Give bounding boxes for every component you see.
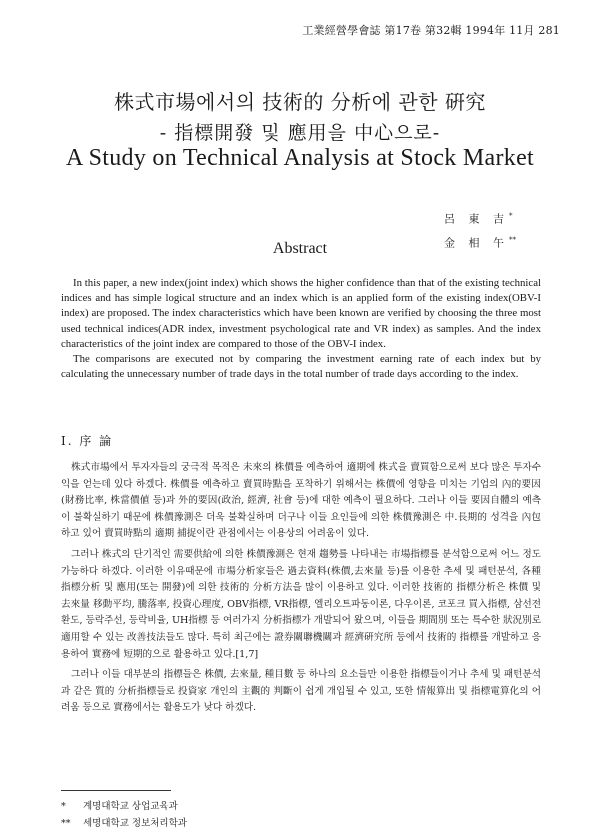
footnote-mark: ** xyxy=(61,818,71,829)
footnotes xyxy=(61,798,187,832)
abstract-paragraph: In this paper, a new index(joint index) which shows the higher confidence than that of the existing technical indices and has simple logical structure and an index which is an applied form of the existing index(OBV-I index) are proposed. The index characteristics which have been known are verified by choosing the three most used technical indices(ADR index, investment psychological rate and VR index) as samples. And the index characteristics of the joint index are compared to those of the OBV-I index. xyxy=(61,277,541,350)
english-title: A Study on Technical Analysis at Stock Market xyxy=(66,145,534,171)
author-1 xyxy=(444,206,516,230)
section-heading: I. 序 論 xyxy=(61,434,114,448)
abstract-paragraph: The comparisons are executed not by comparing the investment earning rate of each index but by calculating the unnecessary number of trade days in the total number of trade days according to the index. xyxy=(61,353,541,381)
footnote-divider xyxy=(61,790,171,791)
body-paragraph: 그러나 株式의 단기적인 需要供給에 의한 株價豫測은 현재 趨勢를 나타내는 市場指標를 분석함으로써 어느 정도 가능하다 하겠다. 이러한 이유때문에 市場分析家들은 過去資料(株價,去來量 등)를 이용한 추세 및 패턴분석, 各種 指標分析 및 應用(또는 開發)에 의한 技術的 分析方法을 많이 이용하고 있다. 이러한 技術的 指標分析은 株價 및 去來量 移動平均, 騰落率, 投資心理度, OBV指標, VR指標, 엘리오트파동이론, 다우이론, 코포크 買入指標, 삼선전환도, 등락주선, 등락비율, UH指標 등 여러가지 分析指標가 개발되어 왔으며, 이들을 期間別 또는 특수한 狀況別로 適用할 수 있는 改善技法들도 많다. 특히 최근에는 證券關聯機關과 經濟硏究所 등에서 技術的 指標를 개발하고 응용하여 實務에 短期的으로 활용하고 있다.[1,7] xyxy=(61,548,541,660)
abstract-heading: Abstract xyxy=(272,240,328,257)
journal-header: 工業經營學會誌 第17卷 第32輯 1994年 11月 281 xyxy=(302,24,560,37)
footnote xyxy=(61,815,187,832)
footnote-mark: * xyxy=(61,801,66,812)
body-paragraph: 株式市場에서 투자자들의 궁극적 목적은 未來의 株價를 예측하여 適期에 株式을 賣買함으로써 보다 많은 투자수익을 얻는데 있다 하겠다. 株價를 예측하고 賣買時點을 포착하기 위해서는 株價에 영향을 미치는 기업의 內的要因(財務比率, 株當價値 등)과 外的要因(政治, 經濟, 社會 등)에 대한 예측이 필요하다. 그러나 이들 要因自體의 예측이 불확실하기 때문에 株價豫測은 더욱 불확실하며 더구나 이들 요인들에 의한 株價豫測은 中.長期的 성격을 內包하고 있어 賣買時點의 適期 捕捉이란 관점에서는 이용상의 어려움이 있다. xyxy=(61,462,541,540)
author-mark: * xyxy=(509,212,513,220)
author-mark: ** xyxy=(509,235,516,244)
body-paragraph: 그러나 이들 대부분의 指標들은 株價, 去來量, 種目數 등 하나의 요소들만 이용한 指標들이거나 추세 및 패턴분석과 같은 質的 分析指標들로 投資家 개인의 主觀的 判斷이 쉽게 개입될 수 있고, 또한 情報算出 및 指標電算化의 어려움 등으로 實務에서는 활용도가 낮다 하겠다. xyxy=(61,669,541,714)
section-body xyxy=(61,460,541,721)
author-name: 金 相 午 xyxy=(444,236,509,250)
footnote-text: 계명대학교 상업교육과 xyxy=(83,801,178,812)
author-name: 呂 東 吉 xyxy=(444,212,509,226)
abstract-body xyxy=(61,276,541,382)
footnote-text: 세명대학교 정보처리학과 xyxy=(83,818,187,829)
korean-subtitle: - 指標開發 및 應用을 中心으로- xyxy=(159,122,441,144)
korean-title: 株式市場에서의 技術的 分析에 관한 硏究 xyxy=(114,90,486,114)
footnote xyxy=(61,798,187,815)
